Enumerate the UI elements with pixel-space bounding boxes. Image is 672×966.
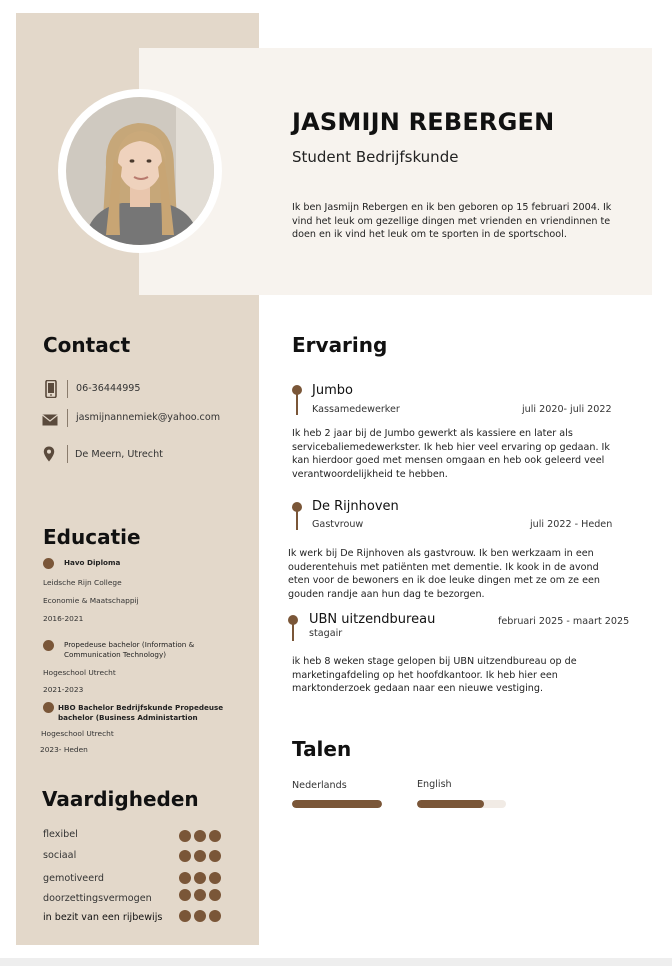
experience-heading: Ervaring [292,333,388,357]
language-level-bar [292,800,382,808]
experience-description: Ik werk bij De Rijnhoven als gastvrouw. Ik ben werkzaam in een ouderentehuis met patiënten met dementie. Ik kook in de avond eten voor de bewoners en ik doe leuke dingen met ze om ze een gouden randje aan hun dag te bezorgen. [288,548,601,600]
skill-label: sociaal [43,850,77,861]
rating-dot [209,850,221,862]
education-school: Leidsche Rijn College [43,578,122,587]
experience-role: Kassamedewerker [312,404,400,415]
full-name: JASMIJN REBERGEN [292,108,555,136]
education-school: Hogeschool Utrecht [43,668,116,677]
experience-description: Ik heb 2 jaar bij de Jumbo gewerkt als kassiere en later als servicebaliemedewerkster. Ik heb hier veel ervaring op gedaan. Ik kan hierdoor goed met mensen omgaan en heb ook geleerd veel verantwoordelijkheid te hebben. [292,428,610,480]
education-school: Hogeschool Utrecht [41,729,114,738]
experience-period: juli 2020- juli 2022 [522,404,612,415]
education-years: 2021-2023 [43,685,84,694]
education-bullet-icon [43,558,54,569]
rating-dot [209,889,221,901]
experience-role: Gastvrouw [312,519,364,530]
rating-dot [209,830,221,842]
language-level-bar [417,800,506,808]
experience-period: juli 2022 - Heden [530,519,613,530]
profile-photo [66,97,214,245]
experience-period: februari 2025 - maart 2025 [498,616,630,627]
skill-label: gemotiveerd [43,873,104,884]
divider [67,409,68,427]
language-level-fill [292,800,382,808]
timeline-line [292,623,294,641]
languages-heading: Talen [292,737,352,761]
education-track: Economie & Maatschappij [43,596,139,605]
education-title: HBO Bachelor Bedrijfskunde Propedeuse bachelor (Business Administartion [58,703,224,722]
rating-dot [179,872,191,884]
education-heading: Educatie [43,525,141,549]
timeline-line [296,510,298,530]
phone-number[interactable]: 06-36444995 [76,383,141,394]
skill-rating [179,872,221,884]
education-bullet-icon [43,702,54,713]
intro-paragraph: Ik ben Jasmijn Rebergen en ik ben geboren op 15 februari 2004. Ik vind het leuk om gezellige dingen met vrienden en vriendinnen te doen en ik vind het leuk om te sporten in de sportschool. [292,202,612,240]
divider [67,445,68,463]
education-title: Havo Diploma [64,558,121,567]
timeline-line [296,393,298,415]
experience-company: UBN uitzendbureau [309,612,436,627]
rating-dot [179,850,191,862]
rating-dot [194,889,206,901]
language-level-fill [417,800,484,808]
education-title: Propedeuse bachelor (Information & Communication Technology) [64,640,195,659]
phone-icon [44,380,58,396]
skills-heading: Vaardigheden [42,787,199,811]
skill-label: doorzettingsvermogen [43,893,152,904]
job-subtitle: Student Bedrijfskunde [292,148,459,166]
skill-rating [179,850,221,862]
language-label: Nederlands [292,780,347,791]
education-years: 2016-2021 [43,614,84,623]
rating-dot [194,830,206,842]
skill-rating [179,910,221,922]
rating-dot [194,872,206,884]
email-address[interactable]: jasmijnannemiek@yahoo.com [76,412,221,423]
skill-label: in bezit van een rijbewijs [43,912,163,923]
rating-dot [194,850,206,862]
page-bottom-edge [0,958,672,966]
experience-role: stagair [309,628,343,639]
rating-dot [209,872,221,884]
mail-icon [42,412,56,428]
location-text: De Meern, Utrecht [75,449,163,460]
education-years: 2023- Heden [40,745,88,754]
education-bullet-icon [43,640,54,651]
rating-dot [194,910,206,922]
rating-dot [179,889,191,901]
rating-dot [179,910,191,922]
skill-rating [179,830,221,842]
skill-label: flexibel [43,829,78,840]
divider [67,380,68,398]
experience-company: Jumbo [312,383,353,398]
rating-dot [209,910,221,922]
contact-heading: Contact [43,333,131,357]
rating-dot [179,830,191,842]
experience-description: ik heb 8 weken stage gelopen bij UBN uitzendbureau op de marketingafdeling op het hoofdkantoor. Ik heb hier een marktonderzoek gedaan naar een nieuwe vestiging. [292,656,577,694]
location-pin-icon [43,446,57,462]
skill-rating [179,889,221,901]
language-label: English [417,779,452,790]
experience-company: De Rijnhoven [312,499,399,514]
